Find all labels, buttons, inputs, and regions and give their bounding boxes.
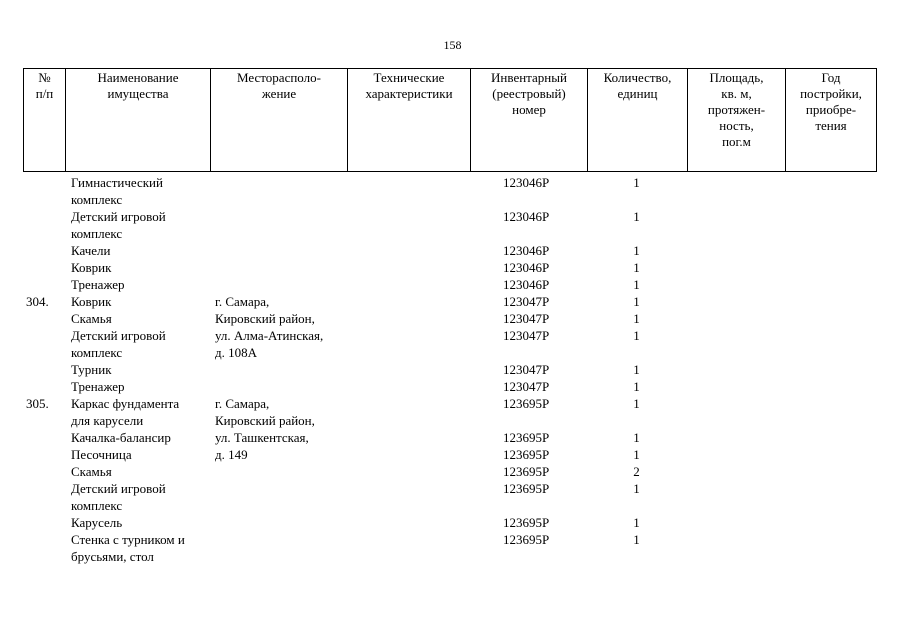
row-name [71, 446, 132, 463]
row-name-line: Коврик [71, 294, 112, 309]
row-name [71, 463, 112, 480]
row-inventory-number: 123695Р [503, 515, 550, 530]
row-inventory-number: 123046Р [503, 175, 550, 190]
row-name-line: Качалка-балансир [71, 430, 171, 445]
header-cell-number [24, 69, 66, 172]
row-name-line: Стенка с турником и [71, 532, 185, 547]
row-name-line: Тренажер [71, 277, 125, 292]
row-name-line: Скамья [71, 311, 112, 326]
row-name [71, 242, 111, 259]
header-line: Технические [373, 70, 445, 85]
row-name [71, 378, 125, 395]
row-name-line: Каркас фундамента [71, 396, 180, 411]
row-inventory-number: 123695Р [503, 481, 550, 496]
row-location-line: д. 108А [215, 345, 258, 360]
row-name-line: комплекс [71, 226, 123, 241]
row-location-line: г. Самара, [215, 294, 270, 309]
row-location [215, 310, 315, 327]
row-location-line: г. Самара, [215, 396, 270, 411]
row-location-line: ул. Алма-Атинская, [215, 328, 324, 343]
row-name [71, 480, 166, 514]
row-quantity: 1 [633, 515, 640, 530]
row-location [215, 327, 323, 361]
row-quantity: 1 [633, 430, 640, 445]
table-row [0, 463, 905, 480]
table-row [0, 327, 905, 361]
row-inventory-number: 123046Р [503, 243, 550, 258]
table-body [0, 174, 905, 565]
row-quantity: 1 [633, 277, 640, 292]
row-name [71, 395, 179, 429]
row-quantity: 1 [633, 294, 640, 309]
row-name-line: Песочница [71, 447, 132, 462]
header-line: тения [815, 118, 847, 133]
row-name [71, 514, 122, 531]
row-name-line: Детский игровой [71, 209, 166, 224]
row-name [71, 293, 111, 310]
table-row [0, 310, 905, 327]
header-line: ность, [719, 118, 754, 133]
row-quantity: 1 [633, 311, 640, 326]
row-quantity: 1 [633, 209, 640, 224]
row-name-line: Турник [71, 362, 112, 377]
row-quantity: 1 [633, 532, 640, 547]
row-quantity: 1 [633, 175, 640, 190]
row-location-line: Кировский район, [215, 413, 315, 428]
header-line: Площадь, [709, 70, 764, 85]
row-name-line: Детский игровой [71, 328, 166, 343]
header-line: номер [512, 102, 546, 117]
table-row [0, 446, 905, 463]
row-name-line: Гимнастический [71, 175, 163, 190]
row-name [71, 310, 112, 327]
row-inventory-number: 123047Р [503, 294, 550, 309]
row-quantity: 1 [633, 481, 640, 496]
header-line: Инвентарный [491, 70, 567, 85]
row-quantity: 2 [633, 464, 640, 479]
header-line: Месторасполо- [237, 70, 321, 85]
header-line: пог.м [722, 134, 751, 149]
row-name-line: комплекс [71, 192, 123, 207]
row-inventory-number: 123695Р [503, 430, 550, 445]
header-line: № [38, 70, 51, 85]
row-name [71, 531, 185, 565]
header-line: приобре- [805, 102, 857, 117]
header-line: Наименование [97, 70, 179, 85]
row-name-line: брусьями, стол [71, 549, 154, 564]
header-cell-name [66, 69, 211, 172]
row-inventory-number: 123047Р [503, 362, 550, 377]
row-name [71, 276, 125, 293]
row-name-line: Коврик [71, 260, 112, 275]
row-name [71, 259, 111, 276]
row-quantity: 1 [633, 243, 640, 258]
header-line: характеристики [365, 86, 453, 101]
row-quantity: 1 [633, 362, 640, 377]
row-inventory-number: 123047Р [503, 328, 550, 343]
header-line: Год [821, 70, 841, 85]
table-row [0, 174, 905, 208]
table-row [0, 361, 905, 378]
row-name-line: Тренажер [71, 379, 125, 394]
row-quantity: 1 [633, 260, 640, 275]
row-name [71, 208, 166, 242]
row-name-line: комплекс [71, 498, 123, 513]
row-location [215, 429, 309, 446]
row-inventory-number: 123695Р [503, 447, 550, 462]
table-row [0, 480, 905, 514]
row-location [215, 395, 315, 429]
row-name [71, 429, 171, 446]
table-row [0, 395, 905, 429]
header-line: п/п [35, 86, 54, 101]
row-name-line: Качели [71, 243, 111, 258]
table-row [0, 378, 905, 395]
header-cell-inventory [471, 69, 588, 172]
header-line: протяжен- [707, 102, 766, 117]
table-row [0, 208, 905, 242]
table-row [0, 429, 905, 446]
header-line: жение [261, 86, 297, 101]
row-location-line: д. 149 [215, 447, 248, 462]
row-location [215, 293, 269, 310]
row-inventory-number: 123047Р [503, 311, 550, 326]
row-name-line: Детский игровой [71, 481, 166, 496]
header-line: единиц [617, 86, 658, 101]
table-row [0, 531, 905, 565]
row-number: 305. [26, 396, 49, 411]
row-location-line: ул. Ташкентская, [215, 430, 309, 445]
table-row [0, 293, 905, 310]
row-inventory-number: 123047Р [503, 379, 550, 394]
row-inventory-number: 123695Р [503, 532, 550, 547]
row-inventory-number: 123046Р [503, 277, 550, 292]
header-line: (реестровый) [492, 86, 566, 101]
row-name [71, 174, 163, 208]
row-name-line: Скамья [71, 464, 112, 479]
row-name-line: комплекс [71, 345, 123, 360]
header-line: Количество, [603, 70, 672, 85]
table-header [23, 68, 877, 172]
row-number: 304. [26, 294, 49, 309]
row-location [215, 446, 248, 463]
row-quantity: 1 [633, 328, 640, 343]
row-name [71, 361, 112, 378]
header-line: кв. м, [721, 86, 752, 101]
row-inventory-number: 123046Р [503, 209, 550, 224]
header-cell-location [211, 69, 348, 172]
row-name-line: для карусели [71, 413, 144, 428]
header-line: имущества [107, 86, 169, 101]
page-number: 158 [443, 38, 462, 52]
row-quantity: 1 [633, 396, 640, 411]
header-cell-area [688, 69, 786, 172]
row-name-line: Карусель [71, 515, 123, 530]
row-quantity: 1 [633, 447, 640, 462]
row-inventory-number: 123695Р [503, 464, 550, 479]
table-row [0, 514, 905, 531]
table-row [0, 259, 905, 276]
row-location-line: Кировский район, [215, 311, 315, 326]
row-quantity: 1 [633, 379, 640, 394]
table-row [0, 242, 905, 259]
row-inventory-number: 123046Р [503, 260, 550, 275]
table-row [0, 276, 905, 293]
header-cell-specs [348, 69, 471, 172]
header-line: постройки, [800, 86, 862, 101]
header-cell-year [786, 69, 877, 172]
header-cell-quantity [588, 69, 688, 172]
row-inventory-number: 123695Р [503, 396, 550, 411]
row-name [71, 327, 166, 361]
